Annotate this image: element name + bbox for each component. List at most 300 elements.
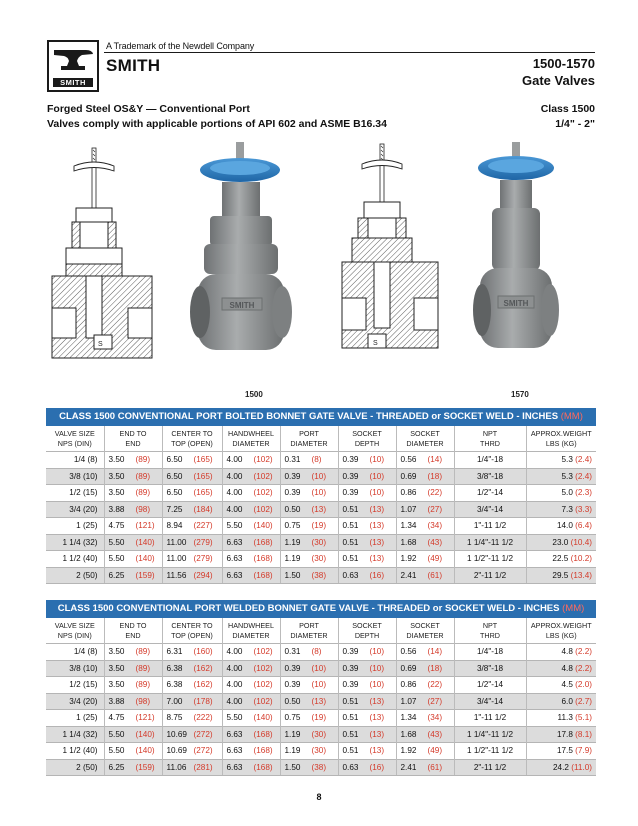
mm-value: (162) bbox=[193, 680, 213, 690]
weight-cell bbox=[526, 518, 596, 535]
valve-size-cell: 1 (25) bbox=[46, 710, 104, 727]
valve-size-cell: 3/8 (10) bbox=[46, 468, 104, 485]
column-header-line2: END bbox=[125, 631, 141, 640]
inch-value: 6.63 bbox=[226, 746, 243, 756]
mm-value: (168) bbox=[253, 746, 273, 756]
weight-kg: (2.7) bbox=[575, 696, 592, 706]
inch-value: 0.39 bbox=[342, 471, 359, 481]
inch-value: 6.50 bbox=[166, 488, 183, 498]
weight-cell bbox=[526, 452, 596, 469]
table-row bbox=[46, 693, 596, 710]
column-header-line1: END TO bbox=[119, 429, 147, 438]
dimension-cell bbox=[338, 551, 396, 568]
dimension-cell bbox=[104, 759, 162, 775]
dimension-cell bbox=[338, 534, 396, 551]
weight-lbs: 5.3 bbox=[561, 455, 573, 465]
table-row bbox=[46, 677, 596, 694]
npt-thread-cell: 1"-11 1/2 bbox=[454, 710, 526, 727]
weight-cell bbox=[526, 468, 596, 485]
mm-value: (168) bbox=[253, 570, 273, 580]
mm-value: (13) bbox=[369, 746, 385, 756]
inch-value: 4.00 bbox=[226, 504, 243, 514]
npt-thread-cell: 1/2"-14 bbox=[454, 485, 526, 502]
npt-thread-cell: 1 1/2"-11 1/2 bbox=[454, 743, 526, 760]
mm-value: (121) bbox=[135, 713, 155, 723]
valve-size-cell: 1 1/4 (32) bbox=[46, 726, 104, 743]
column-header bbox=[104, 426, 162, 452]
inch-value: 7.00 bbox=[166, 696, 183, 706]
dimension-cell bbox=[396, 567, 454, 583]
valve-size-cell: 1/4 (8) bbox=[46, 644, 104, 661]
dimension-cell bbox=[338, 452, 396, 469]
inch-value: 3.88 bbox=[108, 504, 125, 514]
table-title-unit: (MM) bbox=[560, 411, 583, 422]
dimension-cell bbox=[338, 518, 396, 535]
mm-value: (30) bbox=[311, 729, 327, 739]
dimension-cell bbox=[162, 743, 222, 760]
inch-value: 3.50 bbox=[108, 680, 125, 690]
mm-value: (227) bbox=[193, 521, 213, 531]
dimension-cell bbox=[162, 567, 222, 583]
dimension-cell bbox=[280, 501, 338, 518]
column-header-line2: LBS (KG) bbox=[545, 439, 577, 448]
table-row bbox=[46, 644, 596, 661]
inch-value: 6.25 bbox=[108, 570, 125, 580]
mm-value: (8) bbox=[311, 455, 322, 465]
column-header-line1: HANDWHEEL bbox=[228, 429, 274, 438]
inch-value: 8.75 bbox=[166, 713, 183, 723]
weight-kg: (2.3) bbox=[575, 488, 592, 498]
dimension-cell bbox=[162, 501, 222, 518]
inch-value: 6.50 bbox=[166, 471, 183, 481]
dimension-cell bbox=[162, 759, 222, 775]
inch-value: 5.50 bbox=[226, 521, 243, 531]
column-header bbox=[396, 426, 454, 452]
dimension-cell bbox=[396, 452, 454, 469]
inch-value: 4.00 bbox=[226, 471, 243, 481]
npt-thread-cell: 1/4"-18 bbox=[454, 452, 526, 469]
brand-name: SMITH bbox=[106, 56, 161, 75]
mm-value: (140) bbox=[135, 554, 155, 564]
dimension-cell bbox=[396, 485, 454, 502]
weight-cell bbox=[526, 759, 596, 775]
inch-value: 6.38 bbox=[166, 663, 183, 673]
mm-value: (159) bbox=[135, 762, 155, 772]
mm-value: (102) bbox=[253, 696, 273, 706]
dimension-cell bbox=[104, 710, 162, 727]
npt-thread-cell: 3/4"-14 bbox=[454, 693, 526, 710]
mm-value: (98) bbox=[135, 504, 151, 514]
dimension-cell bbox=[162, 693, 222, 710]
inch-value: 1.19 bbox=[284, 746, 301, 756]
dimension-cell bbox=[338, 743, 396, 760]
smith-anvil-logo bbox=[47, 40, 99, 92]
dimension-cell bbox=[162, 518, 222, 535]
dimension-cell bbox=[280, 452, 338, 469]
product-description: Forged Steel OS&Y — Conventional Port bbox=[47, 103, 250, 115]
dimension-cell bbox=[222, 726, 280, 743]
weight-kg: (6.4) bbox=[575, 521, 592, 531]
dimension-cell bbox=[222, 501, 280, 518]
dimension-cell bbox=[396, 518, 454, 535]
mm-value: (168) bbox=[253, 554, 273, 564]
table-title-text: CLASS 1500 CONVENTIONAL PORT BOLTED BONNET GATE VALVE - THREADED or SOCKET WELD - INCHES bbox=[59, 411, 559, 422]
weight-kg: (2.0) bbox=[575, 680, 592, 690]
dimension-cell bbox=[280, 693, 338, 710]
dimension-cell bbox=[280, 468, 338, 485]
dimension-cell bbox=[396, 726, 454, 743]
column-header bbox=[526, 426, 596, 452]
inch-value: 5.50 bbox=[108, 554, 125, 564]
dimension-cell bbox=[104, 551, 162, 568]
column-header bbox=[338, 426, 396, 452]
dimension-cell bbox=[104, 660, 162, 677]
mm-value: (13) bbox=[369, 521, 385, 531]
dimension-cell bbox=[280, 759, 338, 775]
column-header-line1: PORT bbox=[299, 621, 319, 630]
npt-thread-cell: 3/8"-18 bbox=[454, 660, 526, 677]
mm-value: (102) bbox=[253, 647, 273, 657]
weight-kg: (7.9) bbox=[575, 746, 592, 756]
weight-kg: (11.0) bbox=[571, 762, 592, 772]
column-header-line2: NPS (DIN) bbox=[57, 631, 92, 640]
inch-value: 11.00 bbox=[166, 554, 187, 564]
weight-cell bbox=[526, 551, 596, 568]
weight-cell bbox=[526, 660, 596, 677]
mm-value: (140) bbox=[253, 521, 273, 531]
mm-value: (8) bbox=[311, 647, 322, 657]
dimension-cell bbox=[280, 726, 338, 743]
weight-kg: (2.4) bbox=[575, 471, 592, 481]
column-header bbox=[338, 618, 396, 644]
dimension-cell bbox=[338, 567, 396, 583]
mm-value: (30) bbox=[311, 554, 327, 564]
mm-value: (34) bbox=[427, 713, 443, 723]
dimension-cell bbox=[396, 468, 454, 485]
mm-value: (140) bbox=[253, 713, 273, 723]
table-title-unit: (MM) bbox=[562, 603, 585, 614]
mm-value: (49) bbox=[427, 554, 443, 564]
inch-value: 0.39 bbox=[284, 680, 301, 690]
inch-value: 1.07 bbox=[400, 696, 417, 706]
table-row bbox=[46, 551, 596, 568]
column-header-line1: HANDWHEEL bbox=[228, 621, 274, 630]
inch-value: 4.00 bbox=[226, 647, 243, 657]
column-header-line1: VALVE SIZE bbox=[54, 621, 95, 630]
weight-lbs: 22.5 bbox=[552, 554, 569, 564]
dimension-cell bbox=[338, 710, 396, 727]
inch-value: 0.31 bbox=[284, 647, 301, 657]
inch-value: 1.34 bbox=[400, 521, 417, 531]
dimension-cell bbox=[280, 518, 338, 535]
mm-value: (168) bbox=[253, 762, 273, 772]
weight-cell bbox=[526, 710, 596, 727]
mm-value: (168) bbox=[253, 537, 273, 547]
weight-lbs: 24.2 bbox=[553, 762, 569, 772]
inch-value: 4.00 bbox=[226, 488, 243, 498]
dimension-cell bbox=[396, 677, 454, 694]
dimension-cell bbox=[104, 485, 162, 502]
inch-value: 0.39 bbox=[342, 455, 359, 465]
npt-thread-cell: 2"-11 1/2 bbox=[454, 759, 526, 775]
weight-lbs: 11.3 bbox=[557, 713, 573, 723]
column-header-line2: THRD bbox=[480, 631, 500, 640]
inch-value: 2.41 bbox=[400, 570, 417, 580]
column-header-line2: THRD bbox=[480, 439, 500, 448]
mm-value: (272) bbox=[193, 729, 213, 739]
column-header-line1: APPROX.WEIGHT bbox=[530, 621, 592, 630]
mm-value: (121) bbox=[135, 521, 155, 531]
inch-value: 4.00 bbox=[226, 696, 243, 706]
inch-value: 0.69 bbox=[400, 663, 417, 673]
column-header-line2: END bbox=[125, 439, 141, 448]
mm-value: (89) bbox=[135, 488, 151, 498]
inch-value: 6.63 bbox=[226, 537, 243, 547]
svg-text:S: S bbox=[373, 340, 378, 347]
valve-size-cell: 1 1/2 (40) bbox=[46, 743, 104, 760]
figure-label-1500: 1500 bbox=[245, 390, 263, 399]
body-stamp: SMITH bbox=[229, 301, 255, 310]
valve-size-cell: 2 (50) bbox=[46, 759, 104, 775]
inch-value: 11.00 bbox=[166, 537, 187, 547]
mm-value: (30) bbox=[311, 746, 327, 756]
column-header-line1: SOCKET bbox=[352, 429, 382, 438]
weight-cell bbox=[526, 567, 596, 583]
header-rule bbox=[104, 52, 595, 53]
column-header-line2: DEPTH bbox=[354, 631, 380, 640]
dimension-cell bbox=[396, 710, 454, 727]
mm-value: (13) bbox=[369, 504, 385, 514]
dimension-cell bbox=[162, 452, 222, 469]
inch-value: 1.92 bbox=[400, 746, 417, 756]
weight-kg: (2.4) bbox=[575, 455, 592, 465]
mm-value: (10) bbox=[311, 488, 327, 498]
mm-value: (10) bbox=[369, 471, 385, 481]
dimension-cell bbox=[396, 743, 454, 760]
npt-thread-cell: 1 1/4"-11 1/2 bbox=[454, 726, 526, 743]
dimension-cell bbox=[338, 660, 396, 677]
mm-value: (102) bbox=[253, 488, 273, 498]
mm-value: (27) bbox=[427, 504, 443, 514]
weight-lbs: 4.8 bbox=[561, 663, 573, 673]
dimension-cell bbox=[338, 468, 396, 485]
inch-value: 3.50 bbox=[108, 663, 125, 673]
column-header-line1: CENTER TO bbox=[171, 621, 213, 630]
inch-value: 4.75 bbox=[108, 713, 125, 723]
dimension-cell bbox=[162, 468, 222, 485]
mm-value: (162) bbox=[193, 663, 213, 673]
weight-cell bbox=[526, 644, 596, 661]
inch-value: 0.51 bbox=[342, 537, 359, 547]
mm-value: (10) bbox=[369, 647, 385, 657]
mm-value: (168) bbox=[253, 729, 273, 739]
inch-value: 0.51 bbox=[342, 504, 359, 514]
column-header-line2: DIAMETER bbox=[290, 631, 328, 640]
weight-lbs: 17.5 bbox=[556, 746, 573, 756]
column-header-line1: PORT bbox=[299, 429, 319, 438]
mm-value: (10) bbox=[369, 663, 385, 673]
dimension-cell bbox=[280, 534, 338, 551]
column-header bbox=[162, 618, 222, 644]
inch-value: 2.41 bbox=[400, 762, 417, 772]
valve-size-cell: 3/4 (20) bbox=[46, 693, 104, 710]
mm-value: (159) bbox=[135, 570, 155, 580]
mm-value: (13) bbox=[369, 696, 385, 706]
inch-value: 0.69 bbox=[400, 471, 417, 481]
dimension-cell bbox=[162, 551, 222, 568]
table-row bbox=[46, 660, 596, 677]
pressure-class: Class 1500 bbox=[540, 103, 595, 115]
model-range: 1500-1570 bbox=[532, 56, 595, 71]
valve-photo-1500 bbox=[190, 142, 292, 350]
mm-value: (13) bbox=[369, 729, 385, 739]
column-header-line1: SOCKET bbox=[410, 621, 440, 630]
table-header-row bbox=[46, 426, 596, 452]
dimension-cell bbox=[222, 567, 280, 583]
inch-value: 1.68 bbox=[400, 537, 417, 547]
dimension-cell bbox=[338, 693, 396, 710]
mm-value: (61) bbox=[427, 570, 443, 580]
table-row bbox=[46, 518, 596, 535]
dimension-cell bbox=[222, 452, 280, 469]
weight-lbs: 5.3 bbox=[561, 471, 573, 481]
table-title-text: CLASS 1500 CONVENTIONAL PORT WELDED BONNET GATE VALVE - THREADED or SOCKET WELD - INCHES bbox=[57, 603, 560, 614]
mm-value: (98) bbox=[135, 696, 151, 706]
weight-lbs: 7.3 bbox=[561, 504, 573, 514]
table-row bbox=[46, 485, 596, 502]
inch-value: 1.50 bbox=[284, 570, 301, 580]
mm-value: (165) bbox=[193, 488, 213, 498]
mm-value: (279) bbox=[193, 554, 213, 564]
inch-value: 3.50 bbox=[108, 647, 125, 657]
mm-value: (10) bbox=[369, 455, 385, 465]
mm-value: (13) bbox=[311, 504, 327, 514]
inch-value: 3.50 bbox=[108, 455, 125, 465]
column-header bbox=[46, 426, 104, 452]
dimension-cell bbox=[396, 660, 454, 677]
inch-value: 1.19 bbox=[284, 537, 301, 547]
weight-lbs: 17.8 bbox=[556, 729, 573, 739]
table-row bbox=[46, 710, 596, 727]
inch-value: 0.39 bbox=[284, 471, 301, 481]
mm-value: (165) bbox=[193, 471, 213, 481]
inch-value: 5.50 bbox=[226, 713, 243, 723]
inch-value: 6.38 bbox=[166, 680, 183, 690]
mm-value: (102) bbox=[253, 680, 273, 690]
column-header-line1: END TO bbox=[119, 621, 147, 630]
dimension-cell bbox=[222, 710, 280, 727]
dimension-cell bbox=[280, 485, 338, 502]
mm-value: (89) bbox=[135, 647, 151, 657]
dimension-cell bbox=[280, 567, 338, 583]
weight-lbs: 23.0 bbox=[552, 537, 569, 547]
dimension-cell bbox=[222, 644, 280, 661]
inch-value: 4.00 bbox=[226, 663, 243, 673]
inch-value: 3.50 bbox=[108, 471, 125, 481]
inch-value: 0.39 bbox=[342, 488, 359, 498]
inch-value: 10.69 bbox=[166, 746, 187, 756]
inch-value: 0.50 bbox=[284, 696, 301, 706]
inch-value: 0.39 bbox=[342, 680, 359, 690]
inch-value: 0.51 bbox=[342, 729, 359, 739]
valve-photo-1570 bbox=[473, 142, 559, 348]
dimension-cell bbox=[222, 677, 280, 694]
dimension-cell bbox=[396, 759, 454, 775]
inch-value: 0.50 bbox=[284, 504, 301, 514]
cutaway-drawing-1500 bbox=[52, 148, 152, 358]
table-bottom-rule bbox=[46, 775, 596, 776]
mm-value: (38) bbox=[311, 762, 327, 772]
mm-value: (294) bbox=[193, 570, 213, 580]
figure-label-1570: 1570 bbox=[511, 390, 529, 399]
table-row bbox=[46, 743, 596, 760]
welded-bonnet-table bbox=[46, 600, 596, 776]
dimension-cell bbox=[338, 644, 396, 661]
valve-size-cell: 1/2 (15) bbox=[46, 485, 104, 502]
table-title bbox=[46, 408, 596, 426]
column-header bbox=[526, 618, 596, 644]
mm-value: (281) bbox=[193, 762, 213, 772]
mm-value: (140) bbox=[135, 537, 155, 547]
dimension-cell bbox=[222, 660, 280, 677]
weight-lbs: 4.5 bbox=[561, 680, 573, 690]
inch-value: 0.31 bbox=[284, 455, 301, 465]
dimension-cell bbox=[222, 534, 280, 551]
inch-value: 1.19 bbox=[284, 729, 301, 739]
weight-kg: (2.2) bbox=[575, 663, 592, 673]
inch-value: 0.51 bbox=[342, 746, 359, 756]
valve-size-cell: 3/8 (10) bbox=[46, 660, 104, 677]
mm-value: (19) bbox=[311, 521, 327, 531]
page-number: 8 bbox=[316, 792, 322, 802]
table-bottom-rule bbox=[46, 583, 596, 584]
mm-value: (165) bbox=[193, 455, 213, 465]
inch-value: 1.50 bbox=[284, 762, 301, 772]
mm-value: (22) bbox=[427, 488, 443, 498]
inch-value: 0.39 bbox=[284, 488, 301, 498]
mm-value: (34) bbox=[427, 521, 443, 531]
inch-value: 8.94 bbox=[166, 521, 183, 531]
column-header-line1: CENTER TO bbox=[171, 429, 213, 438]
inch-value: 6.63 bbox=[226, 729, 243, 739]
valve-illustrations bbox=[46, 138, 596, 400]
column-header bbox=[46, 618, 104, 644]
inch-value: 6.31 bbox=[166, 647, 183, 657]
dimension-cell bbox=[162, 485, 222, 502]
mm-value: (10) bbox=[369, 680, 385, 690]
column-header-line2: LBS (KG) bbox=[545, 631, 577, 640]
inch-value: 3.88 bbox=[108, 696, 125, 706]
valve-size-cell: 1 1/2 (40) bbox=[46, 551, 104, 568]
column-header-line2: DIAMETER bbox=[406, 439, 444, 448]
cutaway-drawing-1570 bbox=[342, 144, 438, 348]
column-header bbox=[280, 618, 338, 644]
inch-value: 3.50 bbox=[108, 488, 125, 498]
inch-value: 6.63 bbox=[226, 762, 243, 772]
inch-value: 0.56 bbox=[400, 647, 417, 657]
mm-value: (279) bbox=[193, 537, 213, 547]
mm-value: (272) bbox=[193, 746, 213, 756]
mm-value: (89) bbox=[135, 663, 151, 673]
table-row bbox=[46, 534, 596, 551]
inch-value: 0.39 bbox=[284, 663, 301, 673]
dimension-cell bbox=[104, 677, 162, 694]
weight-kg: (8.1) bbox=[575, 729, 592, 739]
weight-cell bbox=[526, 501, 596, 518]
mm-value: (102) bbox=[253, 504, 273, 514]
weight-cell bbox=[526, 485, 596, 502]
mm-value: (27) bbox=[427, 696, 443, 706]
